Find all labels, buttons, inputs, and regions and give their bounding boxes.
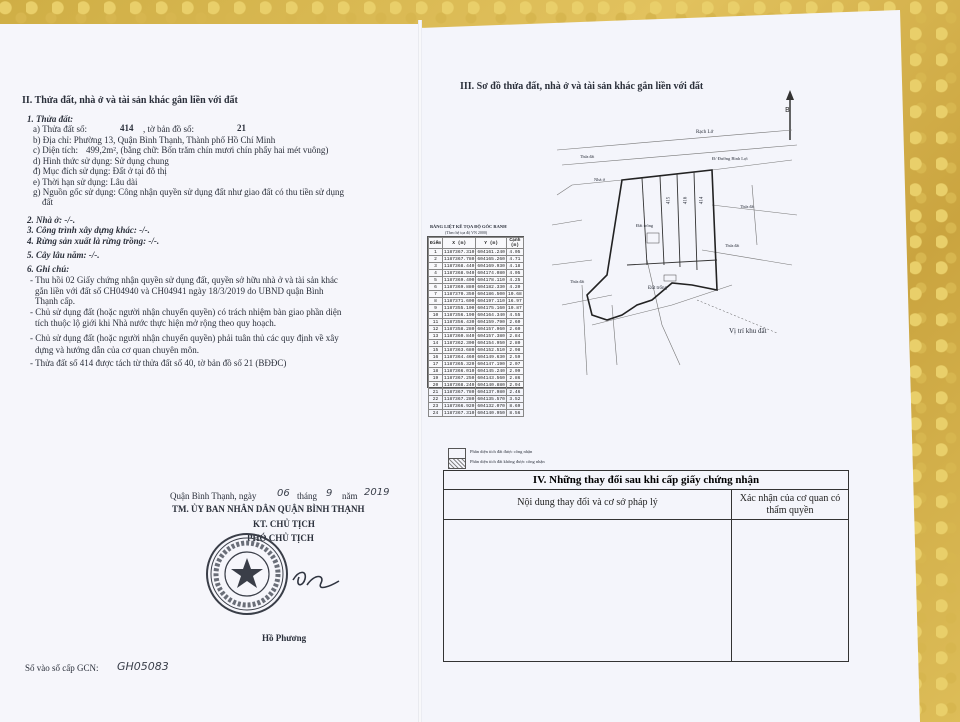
coord-cell: 1187355.100: [444, 305, 475, 311]
parcel-map: [552, 125, 802, 385]
date-month: 9: [326, 488, 333, 499]
coord-row: [429, 354, 524, 361]
construction-line: 3. Công trình xây dựng khác: -/-.: [27, 225, 150, 235]
note-line: - Thửa đất số 414 được tách từ thửa đất số 40, tờ bản đồ số 21 (BĐĐC): [30, 358, 287, 368]
map-land-label: Đất trống: [636, 223, 654, 228]
changes-col2-header: Xác nhận của cơ quan có thẩm quyền: [739, 493, 841, 516]
coord-row: [429, 312, 524, 319]
coord-cell: 1187368.240: [444, 382, 475, 388]
coord-cell: 1187360.840: [444, 333, 475, 339]
coord-cell: 604174.080: [477, 270, 505, 276]
map-house-label: Nhà ở: [594, 177, 606, 182]
coord-cell: 6: [429, 284, 443, 291]
coord-cell: 604197.110: [477, 298, 505, 304]
coord-row: [429, 333, 524, 340]
coord-cell: 1187371.600: [444, 298, 475, 304]
svg-text:B: B: [785, 106, 790, 114]
area-value: 499,2m², (bằng chữ: Bốn trăm chín mươi chín phẩy hai mét vuông): [86, 145, 329, 155]
coord-cell: 1187369.400: [444, 277, 475, 283]
coord-row: [429, 340, 524, 347]
coord-body: [429, 249, 524, 417]
coord-cell: 4.71: [506, 256, 523, 263]
coord-cell: 12: [429, 326, 443, 333]
map-position-label: Vị trí khu đất: [729, 327, 767, 335]
official-seal-icon: [205, 532, 289, 616]
coord-row: [429, 326, 524, 333]
coord-cell: 5: [429, 277, 443, 284]
register-label: Số vào sổ cấp GCN:: [25, 663, 99, 673]
coord-row: [429, 361, 524, 368]
page-fold: [418, 20, 422, 722]
coord-row: [429, 382, 524, 389]
coord-cell: 604140.880: [477, 382, 505, 388]
coord-cell: 604186.500: [477, 291, 505, 297]
coord-cell: 604135.570: [477, 396, 505, 402]
section-ii-title: II. Thửa đất, nhà ở và tài sản khác gắn liền với đất: [22, 95, 238, 106]
coord-cell: 604161.240: [477, 249, 505, 255]
coord-cell: 604143.560: [477, 375, 505, 381]
coord-cell: 7: [429, 291, 443, 298]
origin-line-2: đất: [42, 197, 53, 207]
use-form-line: d) Hình thức sử dụng: Sử dụng chung: [33, 156, 169, 166]
register-value: GH05083: [117, 660, 169, 673]
legend-unrecognized-swatch: [448, 458, 466, 469]
coord-row: [429, 389, 524, 396]
map-alley-label: Đ/ Đường Bình Lợi: [712, 156, 748, 161]
coord-cell: 604164.340: [477, 312, 505, 318]
date-year-label: năm: [342, 491, 358, 501]
coord-header-row: [429, 238, 524, 249]
coord-cell: 1187367.780: [444, 256, 475, 262]
coord-cell: 1187367.780: [444, 389, 475, 395]
coord-cell: 604165.260: [477, 256, 505, 262]
coord-row: [429, 396, 524, 403]
coord-cell: 4.05: [506, 270, 523, 277]
coord-cell: 9: [429, 305, 443, 312]
coord-cell: 2.84: [506, 333, 523, 340]
coordinate-table: [427, 236, 524, 416]
coord-cell: 22: [429, 396, 443, 403]
changes-table: [443, 470, 849, 662]
changes-title: IV. Những thay đổi sau khi cấp giấy chứng nhận: [444, 471, 848, 490]
coord-row: [429, 305, 524, 312]
coord-row: [429, 270, 524, 277]
coord-cell: 1187366.010: [444, 368, 475, 374]
coord-cell: 4.25: [506, 277, 523, 284]
coord-cell: 604154.950: [477, 340, 505, 346]
perennial-line: 5. Cây lâu năm: -/-.: [27, 250, 100, 260]
coord-row: [429, 298, 524, 305]
vice-line: PHÓ CHỦ TỊCH: [247, 533, 314, 543]
map-plot-label: Thửa đất: [580, 154, 595, 159]
coord-cell: 10.87: [507, 305, 522, 311]
coord-cell: 1187362.300: [444, 340, 475, 346]
coord-subtitle: (Theo hệ tọa độ VN 2000): [445, 230, 488, 235]
coord-cell: 1187367.310: [444, 249, 475, 255]
coord-cell: 4.55: [506, 312, 523, 319]
coord-cell: 604169.930: [477, 263, 505, 269]
coord-cell: 10: [429, 312, 443, 319]
coord-cell: 2.07: [506, 361, 523, 368]
map-sheet-value: 21: [237, 123, 246, 133]
term-line: e) Thời hạn sử dụng: Lâu dài: [33, 177, 138, 187]
coord-row: [429, 249, 524, 256]
note-line: - Thu hồi 02 Giấy chứng nhận quyền sử dụng đất, quyền sở hữu nhà ở và tài sản khác: [30, 275, 338, 285]
changes-column-divider: [444, 489, 732, 661]
coord-cell: 14: [429, 340, 443, 347]
coord-cell: 1187367.280: [444, 396, 475, 402]
legend-recognized-label: Phần diện tích đất được công nhận: [470, 449, 533, 454]
coord-header: Điểm: [429, 238, 443, 249]
coord-cell: 8: [429, 298, 443, 305]
coord-row: [429, 410, 524, 417]
notes-label: 6. Ghi chú:: [27, 264, 70, 274]
signer-name: Hồ Phương: [262, 633, 307, 643]
coord-cell: 604147.190: [477, 361, 505, 367]
coord-cell: 1187369.880: [444, 284, 475, 290]
coord-cell: 1187366.920: [444, 403, 475, 409]
changes-col1-header: Nội dung thay đổi và cơ sở pháp lý: [517, 497, 658, 508]
coord-cell: 1187367.250: [444, 375, 475, 381]
date-year: 2019: [364, 487, 390, 498]
coord-cell: 3.52: [506, 396, 523, 403]
signature-icon: [285, 565, 345, 595]
map-plot-label: Thửa đất: [570, 279, 585, 284]
section-iii-title: III. Sơ đồ thửa đất, nhà ở và tài sản khác gắn liền với đất: [460, 81, 704, 92]
coord-cell: 1187358.280: [444, 326, 475, 332]
authority-line: TM. ỦY BAN NHÂN DÂN QUẬN BÌNH THẠNH: [172, 504, 365, 514]
coord-cell: 24: [429, 410, 443, 417]
map-lot-number: 415: [666, 196, 672, 205]
coord-cell: 1187370.350: [444, 291, 475, 297]
note-line: Thạnh cấp.: [35, 296, 75, 306]
coord-row: [429, 368, 524, 375]
coord-row: [429, 263, 524, 270]
coord-cell: 2.46: [506, 389, 523, 396]
coord-row: [429, 319, 524, 326]
coord-cell: 2.09: [506, 368, 523, 375]
coord-cell: 1187365.320: [444, 361, 475, 367]
coord-cell: 2.60: [506, 326, 523, 333]
coord-cell: 2.94: [506, 382, 523, 389]
item1-label: 1. Thửa đất:: [27, 114, 74, 124]
coord-cell: 21: [429, 389, 443, 396]
coord-cell: 2: [429, 256, 443, 263]
coord-cell: 1187363.680: [444, 347, 475, 353]
coord-cell: 17: [429, 361, 443, 368]
coord-cell: 19: [429, 375, 443, 382]
map-sheet-label: , tờ bản đồ số:: [143, 124, 195, 134]
map-lot-number: 414: [699, 196, 705, 205]
lot-value: 414: [120, 123, 134, 133]
coord-cell: 1187364.460: [444, 354, 475, 360]
coord-cell: 604140.950: [477, 410, 505, 416]
note-line: - Chủ sử dụng đất (hoặc người nhận chuyển quyền) có trách nhiệm bàn giao phần diện: [30, 307, 342, 317]
coord-cell: 604159.790: [477, 319, 505, 325]
coord-row: [429, 403, 524, 410]
forest-line: 4. Rừng sản xuất là rừng trồng: -/-.: [27, 236, 160, 246]
coord-cell: 604137.980: [477, 389, 505, 395]
coord-cell: 15: [429, 347, 443, 354]
coord-header: X (m): [443, 238, 476, 249]
coord-cell: 604132.070: [477, 403, 505, 409]
coord-cell: 11: [429, 319, 443, 326]
date-prefix: Quận Bình Thạnh, ngày: [170, 491, 257, 501]
coord-row: [429, 284, 524, 291]
coord-cell: 604175.160: [477, 305, 505, 311]
coord-cell: 8.69: [506, 403, 523, 410]
coord-row: [429, 375, 524, 382]
note-line: - Chủ sử dụng đất (hoặc người nhận chuyển quyền) phải tuân thủ các quy định về xây: [30, 333, 339, 343]
coord-cell: 23: [429, 403, 443, 410]
purpose-line: đ) Mục đích sử dụng: Đất ở tại đô thị: [33, 166, 167, 176]
coord-cell: 1187368.940: [444, 270, 475, 276]
coord-cell: 16.97: [507, 298, 522, 304]
date-day: 06: [277, 488, 290, 499]
map-lot-number: 416: [683, 196, 689, 205]
coord-cell: 4.05: [506, 249, 523, 256]
coord-cell: 8.56: [506, 410, 523, 417]
coord-title: BẢNG LIỆT KÊ TỌA ĐỘ GÓC RANH: [430, 224, 507, 229]
coord-row: [429, 277, 524, 284]
coord-row: [429, 256, 524, 263]
coord-cell: 1187368.440: [444, 263, 475, 269]
map-road-label: Rạch Lở: [696, 130, 714, 135]
map-plot-label: Thửa đất: [725, 243, 740, 248]
coord-cell: 604149.630: [477, 354, 505, 360]
coord-header: Cạnh (m): [506, 238, 523, 249]
coord-cell: 2.60: [506, 319, 523, 326]
origin-line-1: g) Nguồn gốc sử dụng: Công nhận quyền sử dụng đất như giao đất có thu tiền sử dụng: [33, 187, 344, 197]
coord-header: Y (m): [476, 238, 507, 249]
note-line: dựng và hướng dẫn của cơ quan chuyên môn.: [35, 345, 199, 355]
coord-cell: 604145.240: [477, 368, 505, 374]
kt-line: KT. CHỦ TỊCH: [253, 519, 315, 529]
coord-cell: 13: [429, 333, 443, 340]
coord-cell: 2.86: [506, 375, 523, 382]
address-line: b) Địa chỉ: Phường 13, Quận Bình Thạnh, Thành phố Hồ Chí Minh: [33, 135, 276, 145]
coord-cell: 1187367.310: [444, 410, 475, 416]
note-line: tích thuộc lộ giới khi Nhà nước thực hiện mở rộng theo quy hoạch.: [35, 318, 276, 328]
house-line: 2. Nhà ở: -/-.: [27, 215, 76, 225]
legend-unrecognized-label: Phần diện tích đất không được công nhận: [470, 459, 545, 464]
coord-cell: 2.98: [506, 347, 523, 354]
lot-label: a) Thửa đất số:: [33, 124, 87, 134]
coord-cell: 604178.110: [477, 277, 505, 283]
coord-cell: 18: [429, 368, 443, 375]
coord-cell: 2.59: [506, 354, 523, 361]
coord-cell: 20: [429, 382, 443, 389]
coord-cell: 604152.510: [477, 347, 505, 353]
coord-cell: 1187356.190: [444, 312, 475, 318]
map-plot-label: Thửa đất: [740, 204, 755, 209]
coord-cell: 16: [429, 354, 443, 361]
map-land-label-2: Đất trống: [648, 286, 668, 291]
coord-cell: 4: [429, 270, 443, 277]
coord-cell: 2.80: [506, 340, 523, 347]
coord-cell: 10.68: [507, 291, 522, 297]
coord-cell: 604157.380: [477, 333, 505, 339]
coord-cell: 1187356.430: [444, 319, 475, 325]
coord-cell: 4.20: [506, 284, 523, 291]
coord-row: [429, 291, 524, 298]
date-month-label: tháng: [297, 491, 317, 501]
note-line: gắn liền với đất số CH04940 và CH04941 ngày 18/3/2019 do UBND quận Bình: [35, 286, 324, 296]
coord-cell: 1: [429, 249, 443, 256]
coord-row: [429, 347, 524, 354]
coord-cell: 604182.330: [477, 284, 505, 290]
coord-cell: 604157.960: [477, 326, 505, 332]
coord-cell: 3: [429, 263, 443, 270]
area-label: c) Diện tích:: [33, 145, 78, 155]
coord-cell: 4.18: [506, 263, 523, 270]
